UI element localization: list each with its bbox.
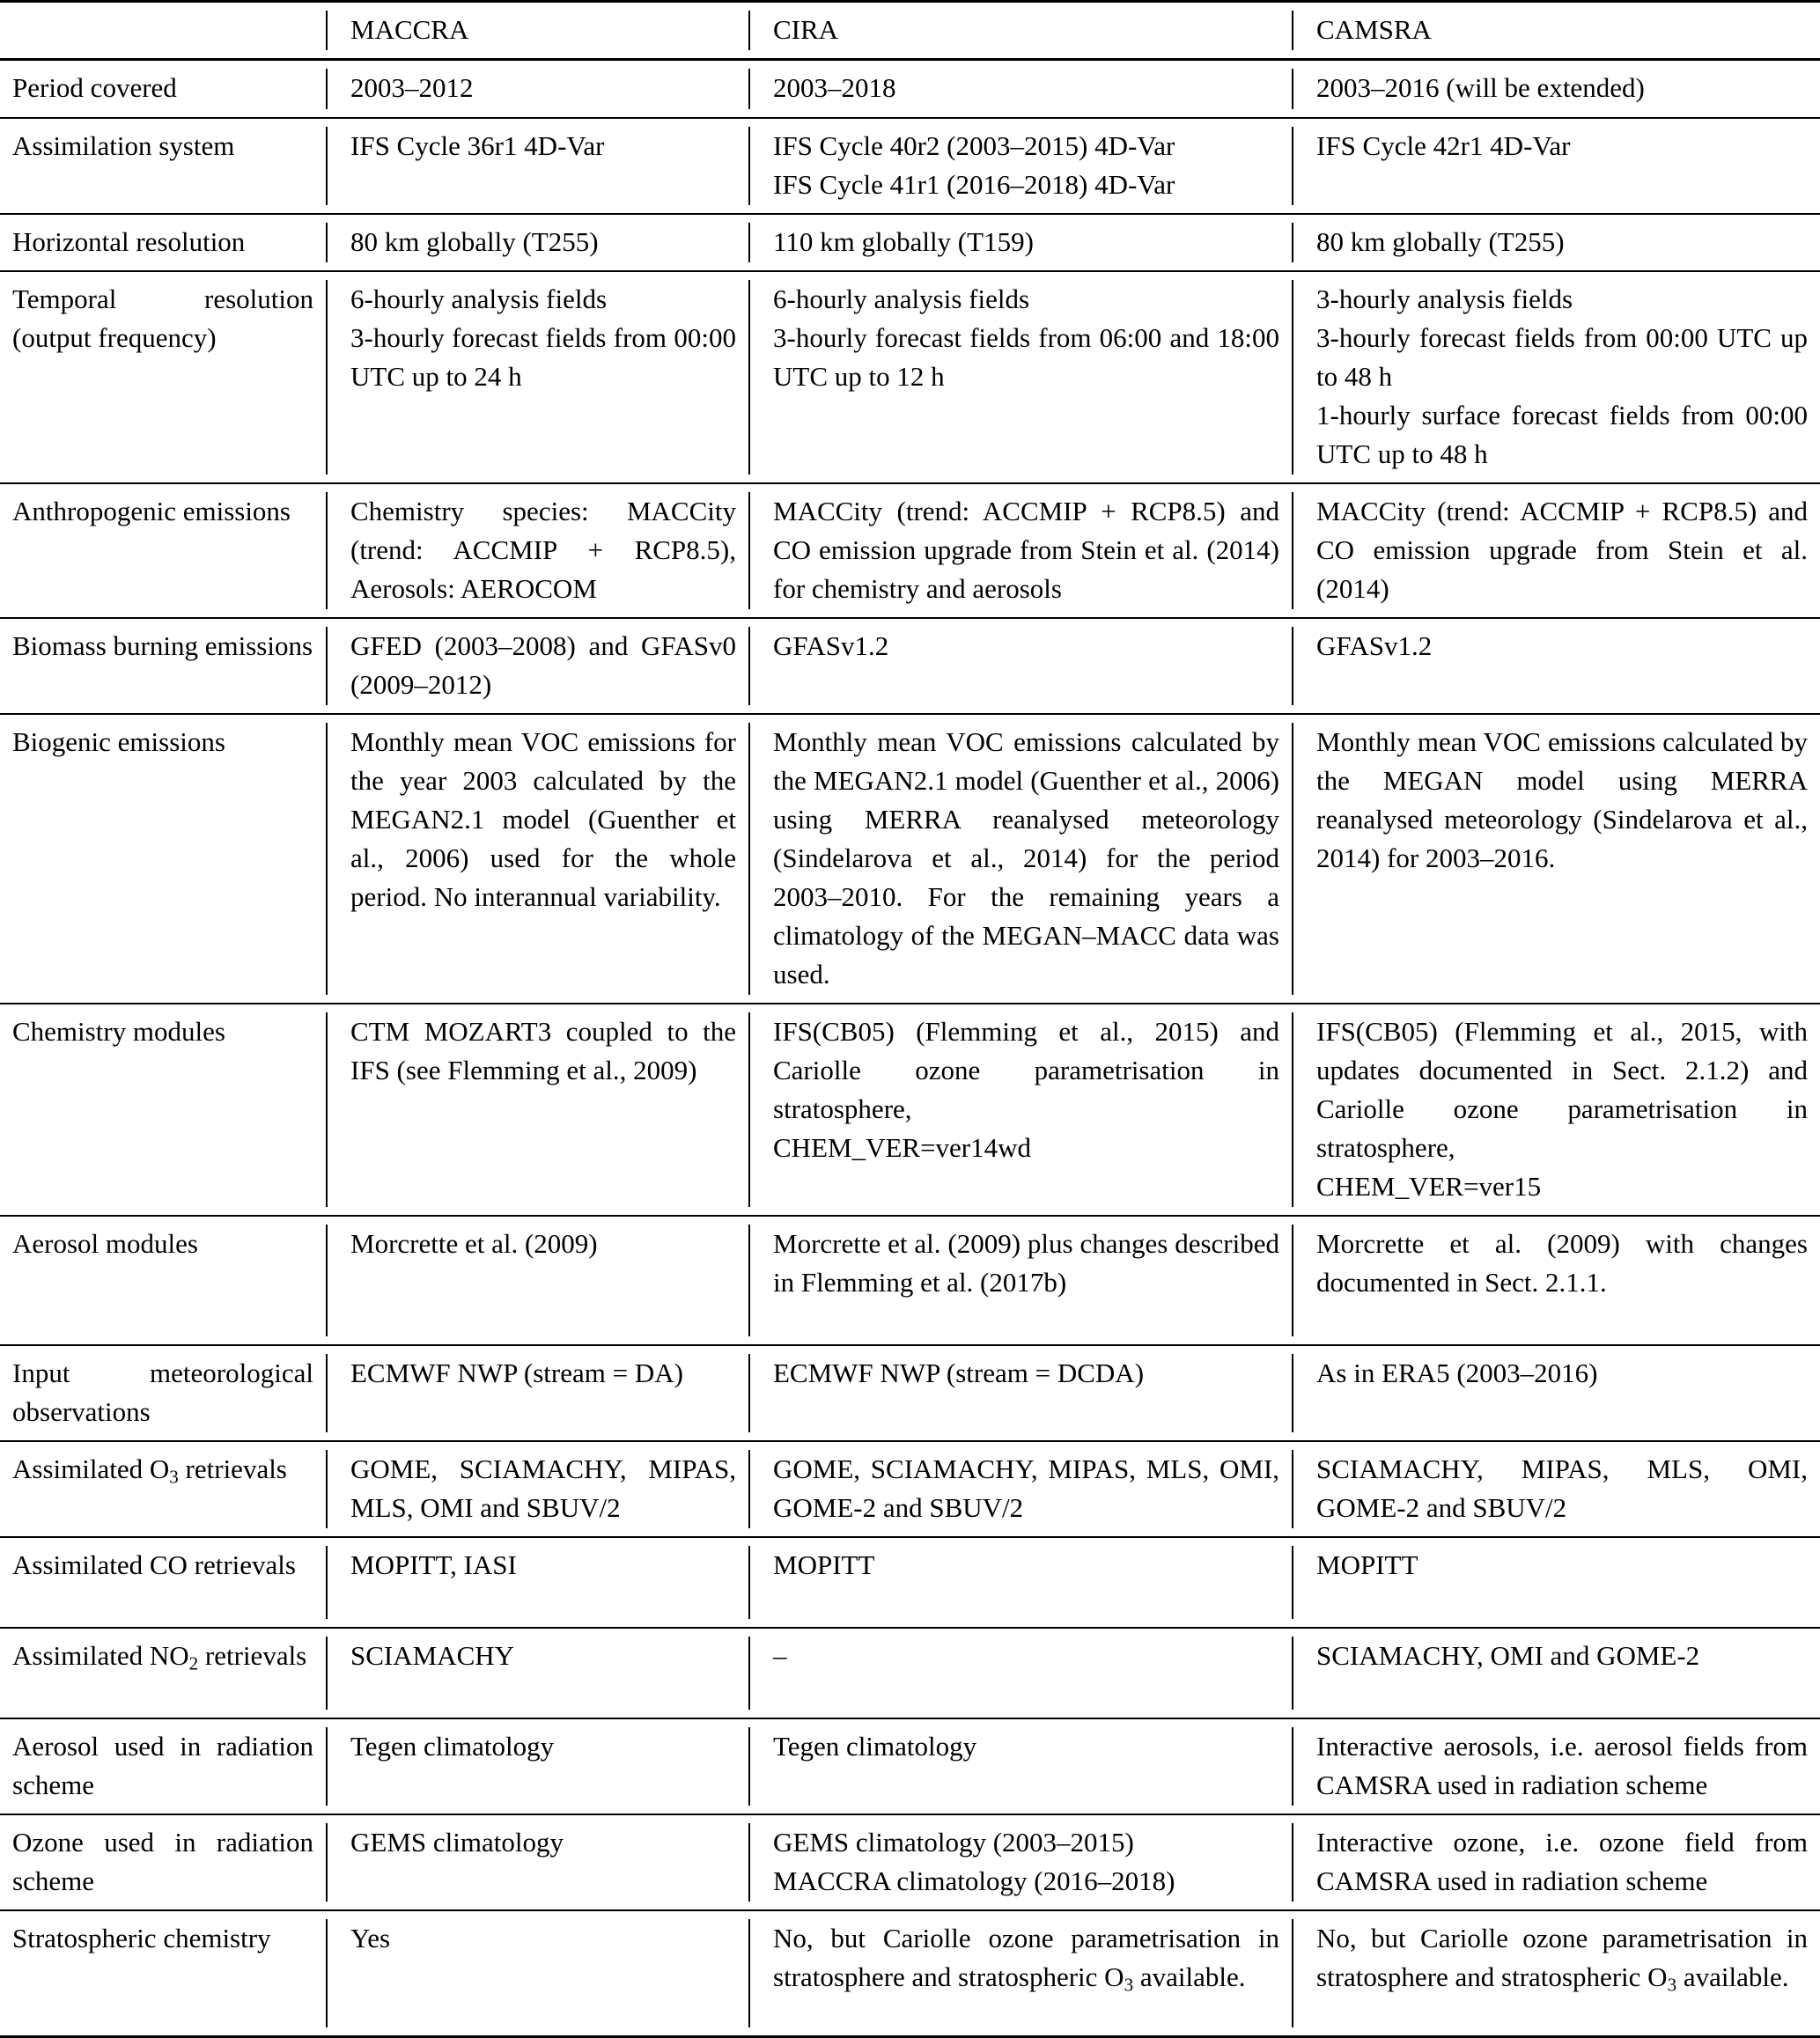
table-cell xyxy=(1292,1911,1820,2035)
table-cell xyxy=(748,215,1292,270)
cell-line: Monthly mean VOC emissions for the year 2003 calculated by the MEGAN2.1 model (Guenther et al., 2006) used for the whole period. No interannual variability. xyxy=(350,726,736,912)
table-row xyxy=(0,1215,1820,1344)
cell-line: CTM MOZART3 coupled to the IFS (see Flemming et al., 2009) xyxy=(350,1016,736,1085)
table-cell xyxy=(1292,119,1820,213)
table-row xyxy=(0,1814,1820,1909)
row-label: Assimilated $O_3$ retrievals xyxy=(12,1453,287,1488)
cell-line: 3-hourly forecast fields from 00:00 UTC up to 24 h xyxy=(350,322,736,392)
table-cell xyxy=(748,484,1292,617)
cell-line: 6-hourly analysis fields xyxy=(350,283,608,314)
table-cell xyxy=(1292,1346,1820,1440)
cell-line: GOME, SCIAMACHY, MIPAS, MLS, OMI and SBUV/2 xyxy=(350,1453,736,1523)
cell-line: 1-hourly surface forecast fields from 00:00 UTC up to 48 h xyxy=(1316,400,1808,469)
table-cell xyxy=(1292,1815,1820,1909)
table-cell xyxy=(748,1442,1292,1536)
cell-line: Chemistry species: MACCity (trend: ACCMIP + RCP8.5), Aerosols: AEROCOM xyxy=(350,496,736,604)
table-cell xyxy=(1292,484,1820,617)
table-cell xyxy=(326,1815,748,1909)
table-cell xyxy=(1292,619,1820,713)
row-label: Ozone used in radiation scheme xyxy=(12,1827,313,1896)
cell-line: CHEM_VER=ver15 xyxy=(1316,1171,1542,1202)
table-cell xyxy=(326,1629,748,1718)
cell-line: 3-hourly forecast fields from 00:00 UTC up to 48 h xyxy=(1316,322,1808,392)
table-row xyxy=(0,1718,1820,1814)
table-cell xyxy=(326,61,748,117)
row-label: Horizontal resolution xyxy=(12,226,246,257)
table-cell xyxy=(748,1629,1292,1718)
cell-line: MOPITT, IASI xyxy=(350,1549,517,1580)
table-cell xyxy=(748,1911,1292,2035)
cell-line: 80 km globally (T255) xyxy=(1316,226,1565,257)
row-label: Stratospheric chemistry xyxy=(12,1923,271,1953)
table-cell xyxy=(326,1217,748,1344)
cell-line: ECMWF NWP (stream = DA) xyxy=(350,1357,683,1388)
table-cell xyxy=(748,1217,1292,1344)
cell-line: 2003–2018 xyxy=(773,72,896,103)
cell-line: – xyxy=(773,1640,787,1671)
table-cell xyxy=(1292,215,1820,270)
table-cell xyxy=(1292,1217,1820,1344)
cell-line: 2003–2016 (will be extended) xyxy=(1316,72,1645,103)
column-header-camsra: CAMSRA xyxy=(1292,3,1820,58)
cell-line: MACCity (trend: ACCMIP + RCP8.5) and CO emission upgrade from Stein et al. (2014) for chemistry and aerosols xyxy=(773,496,1279,604)
table-row xyxy=(0,1003,1820,1215)
table-row xyxy=(0,482,1820,617)
table-cell xyxy=(326,272,748,482)
cell-line: Yes xyxy=(350,1923,391,1953)
table-cell xyxy=(748,1719,1292,1814)
cell-line: 3-hourly analysis fields xyxy=(1316,283,1573,314)
table-cell xyxy=(326,215,748,270)
table-cell xyxy=(1292,1538,1820,1627)
table-cell xyxy=(1292,272,1820,482)
cell-line: GEMS climatology xyxy=(350,1827,564,1858)
header-cell-empty xyxy=(0,3,326,58)
table-cell xyxy=(1292,1442,1820,1536)
row-label: Assimilated $NO_2$ retrievals xyxy=(12,1640,307,1674)
table-cell xyxy=(748,619,1292,713)
cell-line: As in ERA5 (2003–2016) xyxy=(1316,1357,1598,1388)
row-label: Input meteorological observations xyxy=(12,1357,313,1427)
table-row xyxy=(0,713,1820,1003)
table-cell xyxy=(326,119,748,213)
row-label: Biogenic emissions xyxy=(12,726,225,757)
cell-line: IFS(CB05) (Flemming et al., 2015, with updates documented in Sect. 2.1.2) and Cariolle ozone parametrisation in stratosphere, xyxy=(1316,1016,1808,1163)
table-cell xyxy=(748,715,1292,1003)
cell-line: GFASv1.2 xyxy=(1316,630,1433,661)
cell-line: Morcrette et al. (2009) with changes documented in Sect. 2.1.1. xyxy=(1316,1228,1808,1298)
table-cell xyxy=(748,1004,1292,1215)
cell-line: Interactive aerosols, i.e. aerosol fields from CAMSRA used in radiation scheme xyxy=(1316,1731,1808,1800)
table-row xyxy=(0,1536,1820,1627)
table-row xyxy=(0,1344,1820,1440)
cell-line: Morcrette et al. (2009) xyxy=(350,1228,598,1259)
cell-line: Tegen climatology xyxy=(350,1731,555,1762)
cell-line: SCIAMACHY, MIPAS, MLS, OMI, GOME-2 and SBUV/2 xyxy=(1316,1453,1808,1523)
cell-line: GFED (2003–2008) and GFASv0 (2009–2012) xyxy=(350,630,736,700)
table-cell xyxy=(1292,1004,1820,1215)
table-cell xyxy=(748,1538,1292,1627)
row-label: Assimilation system xyxy=(12,130,235,161)
table-header-row xyxy=(0,3,1820,61)
cell-line: Tegen climatology xyxy=(773,1731,977,1762)
cell-line: MACCity (trend: ACCMIP + RCP8.5) and CO emission upgrade from Stein et al. (2014) xyxy=(1316,496,1808,604)
cell-line: 80 km globally (T255) xyxy=(350,226,599,257)
table-cell xyxy=(326,1004,748,1215)
cell-line: No, but Cariolle ozone parametrisation in stratosphere and stratospheric $O_3$ available. xyxy=(773,1923,1279,1996)
cell-line: MACCRA climatology (2016–2018) xyxy=(773,1865,1175,1896)
table-cell xyxy=(326,1911,748,2035)
cell-line: Morcrette et al. (2009) plus changes described in Flemming et al. (2017b) xyxy=(773,1228,1279,1298)
cell-line: GEMS climatology (2003–2015) xyxy=(773,1827,1134,1858)
table-cell xyxy=(326,484,748,617)
cell-line: SCIAMACHY, OMI and GOME-2 xyxy=(1316,1640,1700,1671)
cell-line: SCIAMACHY xyxy=(350,1640,515,1671)
table-row xyxy=(0,270,1820,482)
row-label: Assimilated CO retrievals xyxy=(12,1549,296,1580)
cell-line: IFS Cycle 40r2 (2003–2015) 4D-Var xyxy=(773,130,1175,161)
row-label: Aerosol modules xyxy=(12,1228,198,1259)
table-row xyxy=(0,61,1820,117)
cell-line: 3-hourly forecast fields from 06:00 and 18:00 UTC up to 12 h xyxy=(773,322,1279,392)
cell-line: MOPITT xyxy=(773,1549,875,1580)
column-header-maccra: MACCRA xyxy=(326,3,748,58)
cell-line: GOME, SCIAMACHY, MIPAS, MLS, OMI, GOME-2 and SBUV/2 xyxy=(773,1453,1279,1523)
cell-line: 110 km globally (T159) xyxy=(773,226,1034,257)
row-label: Chemistry modules xyxy=(12,1016,225,1047)
table-cell xyxy=(326,1719,748,1814)
row-label: Anthropogenic emissions xyxy=(12,496,291,526)
table-cell xyxy=(748,119,1292,213)
table-row xyxy=(0,1909,1820,2035)
table-cell xyxy=(1292,61,1820,117)
table-row xyxy=(0,117,1820,213)
cell-line: 6-hourly analysis fields xyxy=(773,283,1030,314)
row-label: Period covered xyxy=(12,72,177,103)
table-cell xyxy=(326,619,748,713)
row-label: Aerosol used in radiation scheme xyxy=(12,1731,313,1800)
table-cell xyxy=(748,272,1292,482)
cell-line: 2003–2012 xyxy=(350,72,474,103)
table-row xyxy=(0,1627,1820,1718)
cell-line: IFS(CB05) (Flemming et al., 2015) and Cariolle ozone parametrisation in stratosphere, xyxy=(773,1016,1279,1124)
table-row xyxy=(0,617,1820,713)
table-row xyxy=(0,1440,1820,1536)
cell-line: MOPITT xyxy=(1316,1549,1418,1580)
table-cell xyxy=(1292,1629,1820,1718)
table-row xyxy=(0,213,1820,270)
table-cell xyxy=(748,61,1292,117)
cell-line: CHEM_VER=ver14wd xyxy=(773,1132,1032,1163)
table-cell xyxy=(748,1346,1292,1440)
cell-line: No, but Cariolle ozone parametrisation in stratosphere and stratospheric $O_3$ available. xyxy=(1316,1923,1808,1996)
table-cell xyxy=(326,1442,748,1536)
cell-line: GFASv1.2 xyxy=(773,630,889,661)
column-header-cira: CIRA xyxy=(748,3,1292,58)
cell-line: Interactive ozone, i.e. ozone field from CAMSRA used in radiation scheme xyxy=(1316,1827,1808,1896)
table-cell xyxy=(326,1346,748,1440)
cell-line: IFS Cycle 41r1 (2016–2018) 4D-Var xyxy=(773,169,1175,200)
cell-line: Monthly mean VOC emissions calculated by the MEGAN model using MERRA reanalysed meteorology (Sindelarova et al., 2014) for 2003–2016. xyxy=(1316,726,1808,873)
table-cell xyxy=(326,715,748,1003)
row-label: Temporal resolution (output frequency) xyxy=(12,283,313,353)
table-cell xyxy=(748,1815,1292,1909)
cell-line: Monthly mean VOC emissions calculated by the MEGAN2.1 model (Guenther et al., 2006) using MERRA reanalysed meteorology (Sindelarova et al., 2014) for the period 2003–2010. For the remaining years a climatology of the MEGAN–MACC data was used. xyxy=(773,726,1279,990)
cell-line: IFS Cycle 42r1 4D-Var xyxy=(1316,130,1571,161)
table-cell xyxy=(1292,1719,1820,1814)
cell-line: ECMWF NWP (stream = DCDA) xyxy=(773,1357,1145,1388)
row-label: Biomass burning emissions xyxy=(12,630,313,661)
table-cell xyxy=(1292,715,1820,1003)
cell-line: IFS Cycle 36r1 4D-Var xyxy=(350,130,605,161)
table-cell xyxy=(326,1538,748,1627)
